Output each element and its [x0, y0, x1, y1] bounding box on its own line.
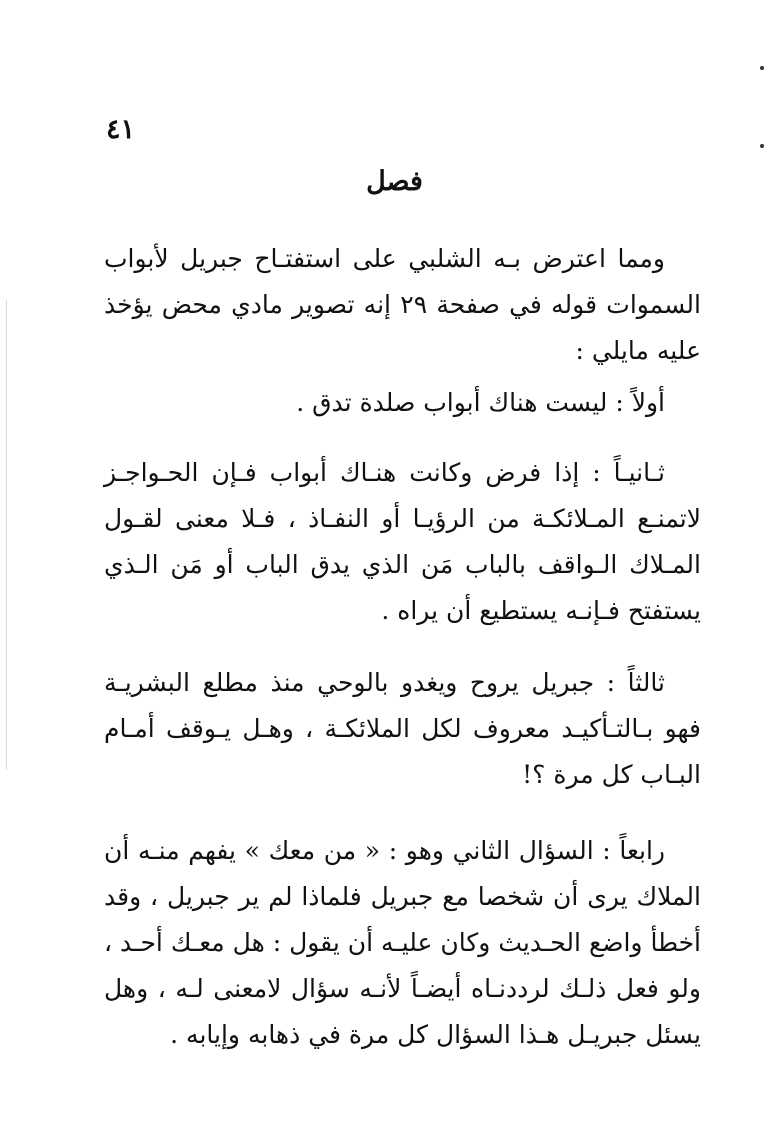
- paragraph-second-point: ثـانيـاً : إذا فرض وكانت هنـاك أبواب فـإن الحـواجـز لاتمنـع المـلائكـة من الرؤيـا أو النفـاذ ، فـلا معنى لقـول المـلاك الـواقف بالباب مَن الذي يدق الباب أو مَن الـذي يستفتح فـإنـه يستطيع أن يراه .: [104, 458, 701, 625]
- paragraph-third-point: ثالثاً : جبريل يروح ويغدو بالوحي منذ مطلع البشريـة فهو بـالتـأكيـد معروف لكل الملائكـة ، وهـل يـوقف أمـام البـاب كل مرة ؟!: [104, 668, 701, 789]
- scan-speck: [760, 144, 764, 148]
- page-number: ٤١: [106, 114, 136, 145]
- paragraph-fourth-point: رابعاً : السؤال الثاني وهو : « من معك » يفهم منـه أن الملاك يرى أن شخصا مع جبريل فلماذا لم ير جبريل ، وقد أخطأ واضع الحـديث وكان عليـه أن يقول : هل معـك أحـد ، ولو فعل ذلـك لرددنـاه أيضـاً لأنـه سؤال لامعنى لـه ، وهل يسئل جبريـل هـذا السؤال كل مرة في ذهابه وإيابه .: [104, 836, 701, 1049]
- paragraph-intro: ومما اعترض بـه الشلبي على استفتـاح جبريل لأبواب السموات قوله في صفحة ٢٩ إنه تصوير مادي محض يؤخذ عليه مايلي :: [104, 244, 701, 365]
- scan-speck: [760, 66, 764, 70]
- body-text: [104, 236, 701, 1058]
- paragraph-first-point: أولاً : ليست هناك أبواب صلدة تدق .: [296, 388, 665, 417]
- scan-margin-line: [6, 300, 7, 770]
- section-heading: فصل: [366, 166, 423, 197]
